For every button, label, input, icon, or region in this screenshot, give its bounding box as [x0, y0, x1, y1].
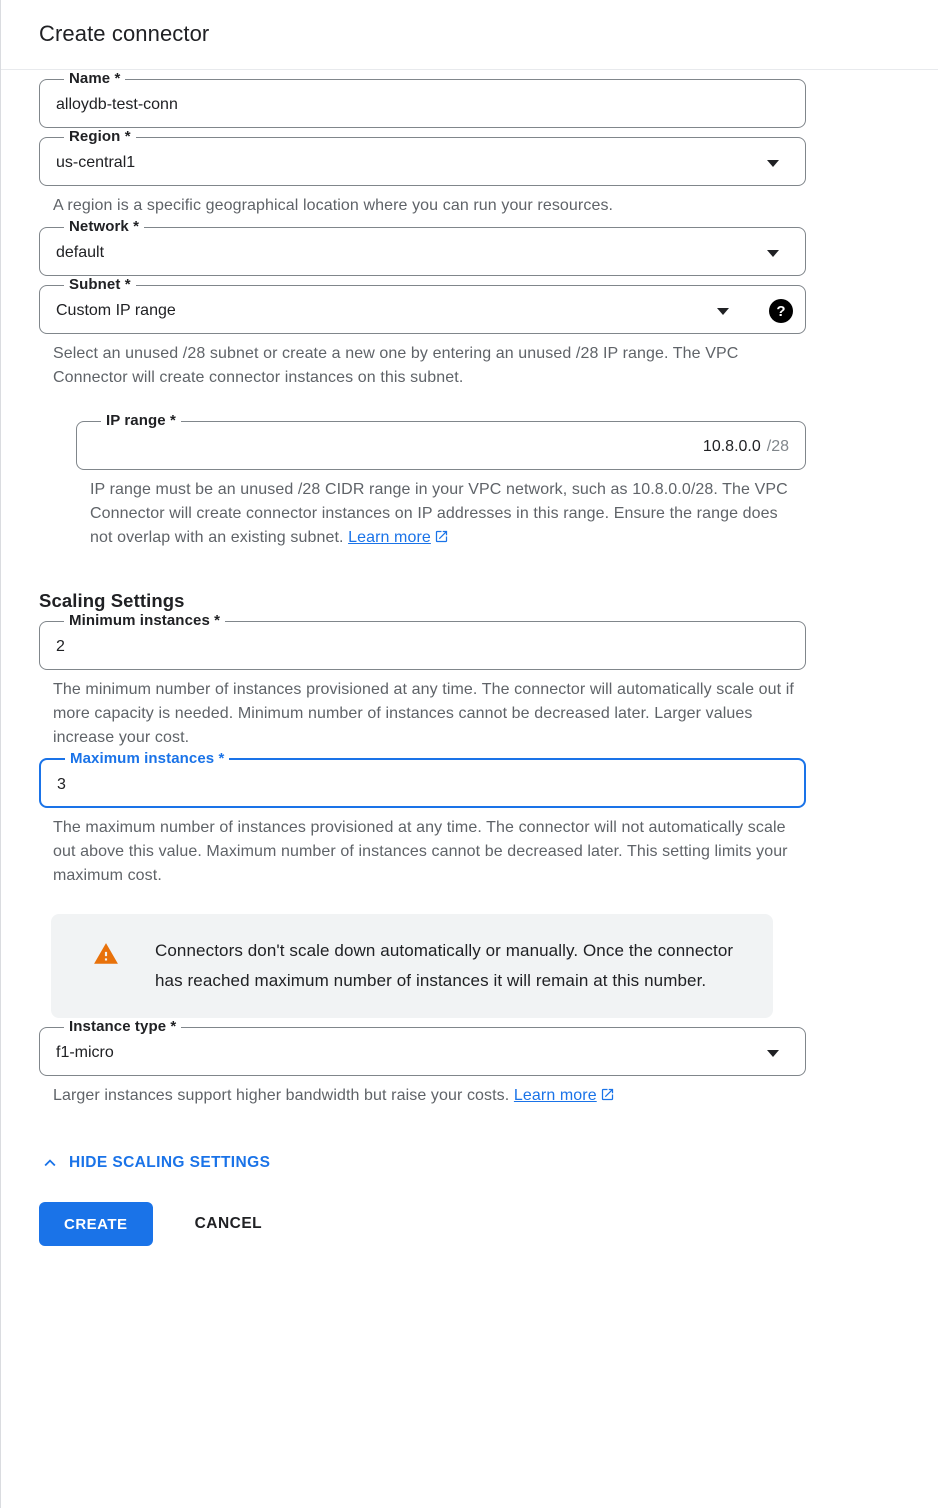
min-instances-label: Minimum instances * [69, 612, 221, 629]
instance-type-select[interactable] [56, 1038, 789, 1068]
network-value: default [56, 244, 105, 261]
network-field[interactable] [39, 218, 806, 276]
min-instances-helper-text: The minimum number of instances provisioned at any time. The connector will automatically scale out if more capacity is needed. Minimum number of instances cannot be decreased later. Larger values increase your cost. [53, 681, 794, 746]
region-helper-text: A region is a specific geographical location where you can run your resources. [53, 197, 614, 214]
instance-type-helper-body: Larger instances support higher bandwidth but raise your costs. [53, 1087, 514, 1104]
dialog-header [1, 0, 938, 70]
subnet-label: Subnet * [69, 276, 131, 293]
max-instances-field [39, 750, 806, 808]
max-instances-input[interactable] [57, 776, 788, 794]
region-value: us-central1 [56, 154, 136, 171]
warning-icon [93, 941, 119, 967]
subnet-field[interactable] [39, 276, 806, 334]
instance-type-label: Instance type * [69, 1018, 177, 1035]
chevron-down-icon[interactable] [717, 308, 729, 315]
ip-range-helper-text [90, 478, 790, 550]
chevron-down-icon[interactable] [767, 160, 779, 167]
network-select[interactable] [56, 238, 789, 268]
create-button[interactable]: CREATE [39, 1202, 153, 1246]
warning-text: Connectors don't scale down automatically or manually. Once the connector has reached maximum number of instances it will remain at this number. [155, 941, 734, 990]
chevron-down-icon[interactable] [767, 1050, 779, 1057]
ip-range-helper-body: IP range must be an unused /28 CIDR range in your VPC network, such as 10.8.0.0/28. The VPC Connector will create connector instances on IP addresses in this range. Ensure the range does not overlap with an existing subnet. [90, 481, 788, 546]
max-instances-helper-text: The maximum number of instances provisioned at any time. The connector will not automatically scale out above this value. Maximum number of instances cannot be decreased later. This setting limits your maximum cost. [53, 819, 788, 884]
hide-scaling-settings-toggle[interactable] [39, 1152, 806, 1174]
subnet-select[interactable] [56, 296, 789, 326]
subnet-value: Custom IP range [56, 302, 176, 319]
instance-type-value: f1-micro [56, 1044, 114, 1061]
ip-range-learn-more-link[interactable] [348, 529, 449, 546]
cancel-button[interactable]: CANCEL [189, 1214, 269, 1234]
ip-range-input[interactable] [93, 438, 761, 456]
help-icon[interactable]: ? [769, 299, 793, 323]
name-input[interactable] [56, 96, 789, 114]
page-title: Create connector [39, 21, 210, 46]
network-label: Network * [69, 218, 140, 235]
min-instances-field [39, 612, 806, 670]
max-instances-label: Maximum instances * [70, 750, 225, 767]
scaling-settings-heading: Scaling Settings [39, 590, 185, 611]
ip-range-suffix: /28 [766, 438, 789, 455]
instance-type-field[interactable] [39, 1018, 806, 1076]
subnet-helper-text: Select an unused /28 subnet or create a new one by entering an unused /28 IP range. The VPC Connector will create connector instances on this subnet. [53, 345, 739, 386]
ip-range-field [76, 412, 806, 470]
name-field [39, 70, 806, 128]
scaling-warning-callout [51, 914, 773, 1018]
form-content [1, 70, 806, 1246]
learn-more-label: Learn more [348, 529, 431, 546]
region-label: Region * [69, 128, 131, 145]
ip-range-label: IP range * [106, 412, 176, 429]
name-label: Name * [69, 70, 121, 87]
chevron-up-icon [39, 1152, 61, 1174]
region-field[interactable] [39, 128, 806, 186]
ip-range-group [76, 412, 806, 550]
region-select[interactable] [56, 148, 789, 178]
open-in-new-icon [434, 529, 449, 544]
hide-scaling-settings-label: HIDE SCALING SETTINGS [69, 1154, 271, 1171]
instance-type-helper-text [53, 1084, 806, 1108]
chevron-down-icon[interactable] [767, 250, 779, 257]
instance-type-learn-more-link[interactable] [514, 1087, 615, 1104]
learn-more-label: Learn more [513, 1087, 597, 1104]
open-in-new-icon [600, 1087, 615, 1102]
action-buttons [39, 1202, 806, 1246]
min-instances-input[interactable] [56, 638, 789, 656]
